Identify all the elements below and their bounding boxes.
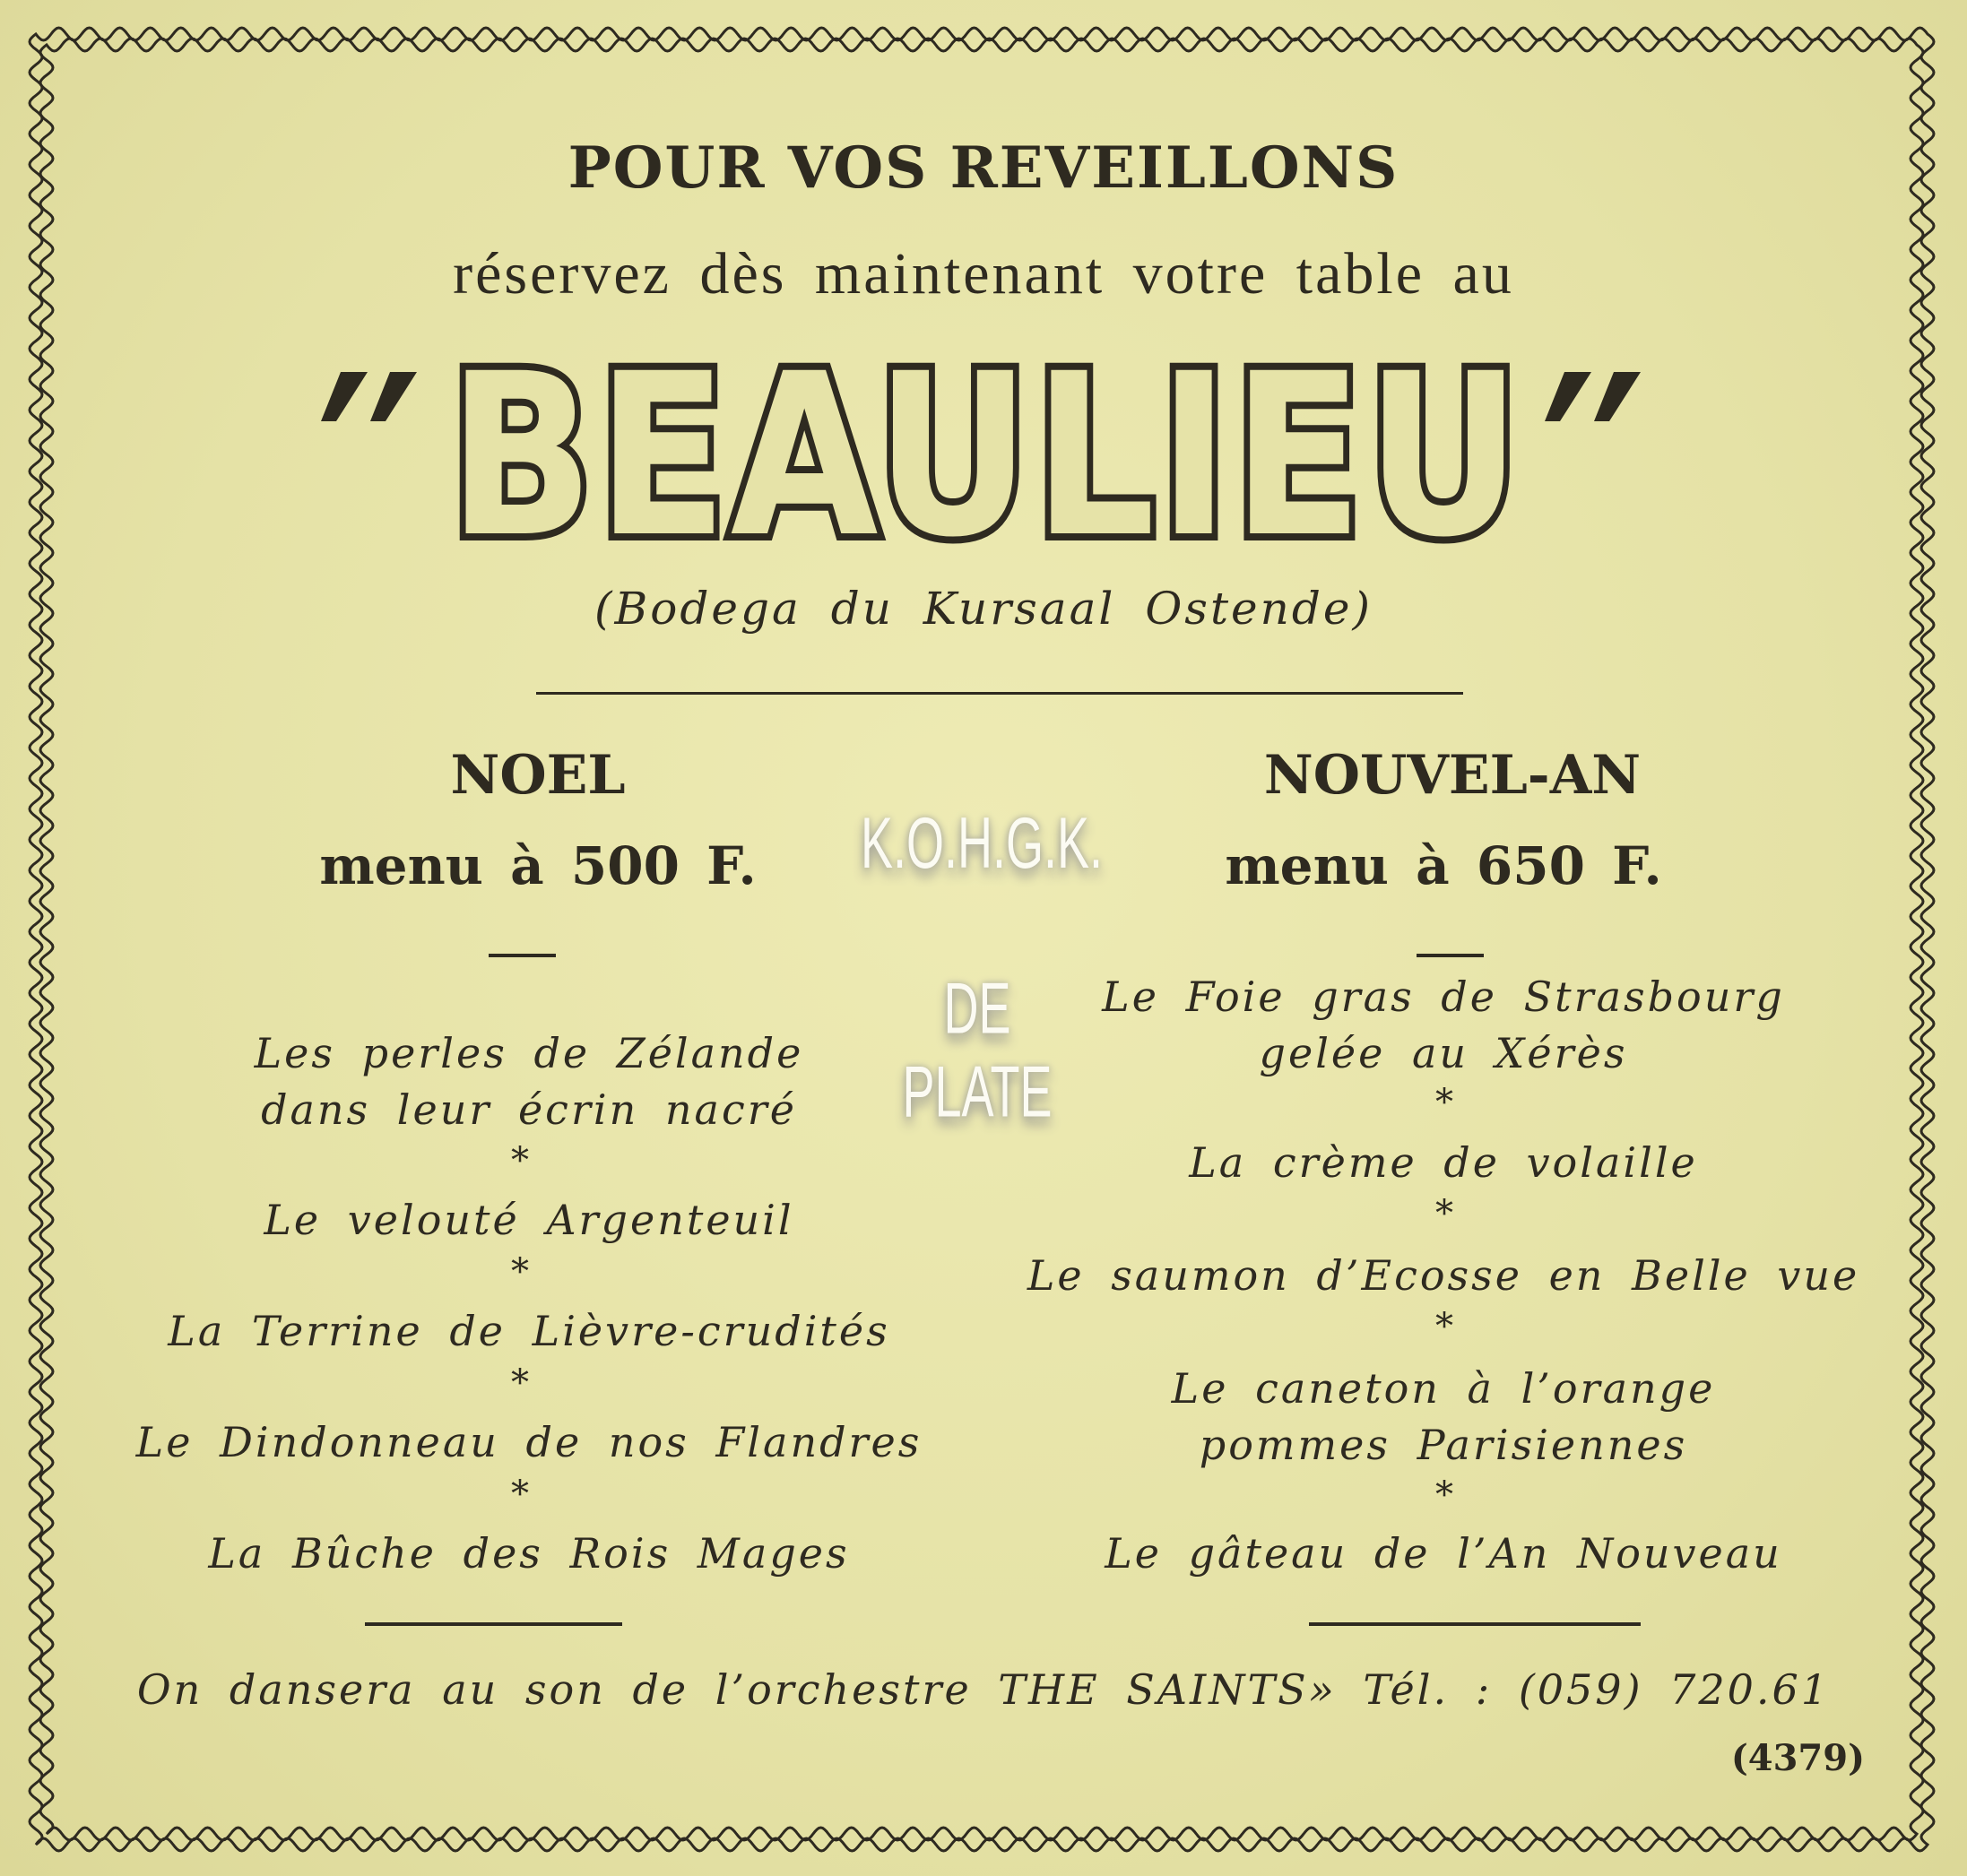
noel-bottom-rule	[365, 1622, 622, 1626]
nouvel-an-dish-1a: Le Foie gras de Strasbourg	[1102, 973, 1785, 1021]
noel-price: menu à 500 F.	[319, 835, 757, 896]
nouvel-an-dish-2: La crème de volaille	[1189, 1138, 1698, 1187]
nouvel-an-separator-1: *	[1435, 1082, 1453, 1123]
logo-close-quotes	[1545, 372, 1641, 421]
nouvel-an-separator-2: *	[1435, 1193, 1453, 1234]
tagline: (Bodega du Kursaal Ostende)	[594, 583, 1373, 635]
noel-dish-1a: Les perles de Zélande	[254, 1029, 804, 1077]
noel-dish-4: Le Dindonneau de nos Flandres	[135, 1418, 923, 1466]
footer-line: On dansera au son de l’orchestre THE SAINTS» Tél. : (059) 720.61	[136, 1665, 1831, 1714]
noel-separator-3: *	[511, 1362, 529, 1404]
nouvel-an-dish-3: Le saumon d’Ecosse en Belle vue	[1027, 1251, 1860, 1300]
noel-dish-1b: dans leur écrin nacré	[261, 1085, 797, 1134]
subline: réservez dès maintenant votre table au	[453, 241, 1514, 307]
nouvel-an-short-rule	[1417, 954, 1484, 957]
nouvel-an-dish-4b: pommes Parisiennes	[1199, 1421, 1688, 1469]
noel-title: NOEL	[450, 744, 626, 807]
nouvel-an-dish-1b: gelée au Xérès	[1259, 1029, 1628, 1077]
noel-short-rule	[489, 954, 556, 957]
ad-reference-number: (4379)	[1730, 1737, 1865, 1779]
noel-dish-5: La Bûche des Rois Mages	[208, 1529, 850, 1578]
noel-dish-2: Le velouté Argenteuil	[264, 1196, 794, 1244]
nouvel-an-price: menu à 650 F.	[1225, 835, 1662, 896]
noel-separator-1: *	[511, 1140, 529, 1181]
noel-separator-4: *	[511, 1474, 529, 1515]
noel-dish-3: La Terrine de Lièvre-crudités	[168, 1307, 890, 1355]
headline: POUR VOS REVEILLONS	[568, 134, 1399, 202]
watermark-line-1: K.O.H.G.K.	[861, 803, 1104, 884]
logo-text: BEAULIEU	[448, 332, 1524, 565]
nouvel-an-dish-4a: Le caneton à l’orange	[1171, 1364, 1716, 1413]
top-divider	[536, 692, 1463, 695]
nouvel-an-bottom-rule	[1309, 1622, 1641, 1626]
nouvel-an-dish-5: Le gâteau de l’An Nouveau	[1105, 1529, 1782, 1578]
nouvel-an-title: NOUVEL-AN	[1263, 744, 1642, 807]
watermark-line-2: DE PLATE	[902, 968, 1053, 1133]
noel-separator-2: *	[511, 1251, 529, 1292]
nouvel-an-separator-3: *	[1435, 1306, 1453, 1347]
logo-open-quotes	[321, 372, 417, 421]
nouvel-an-separator-4: *	[1435, 1474, 1453, 1516]
beaulieu-logo	[305, 332, 1668, 565]
